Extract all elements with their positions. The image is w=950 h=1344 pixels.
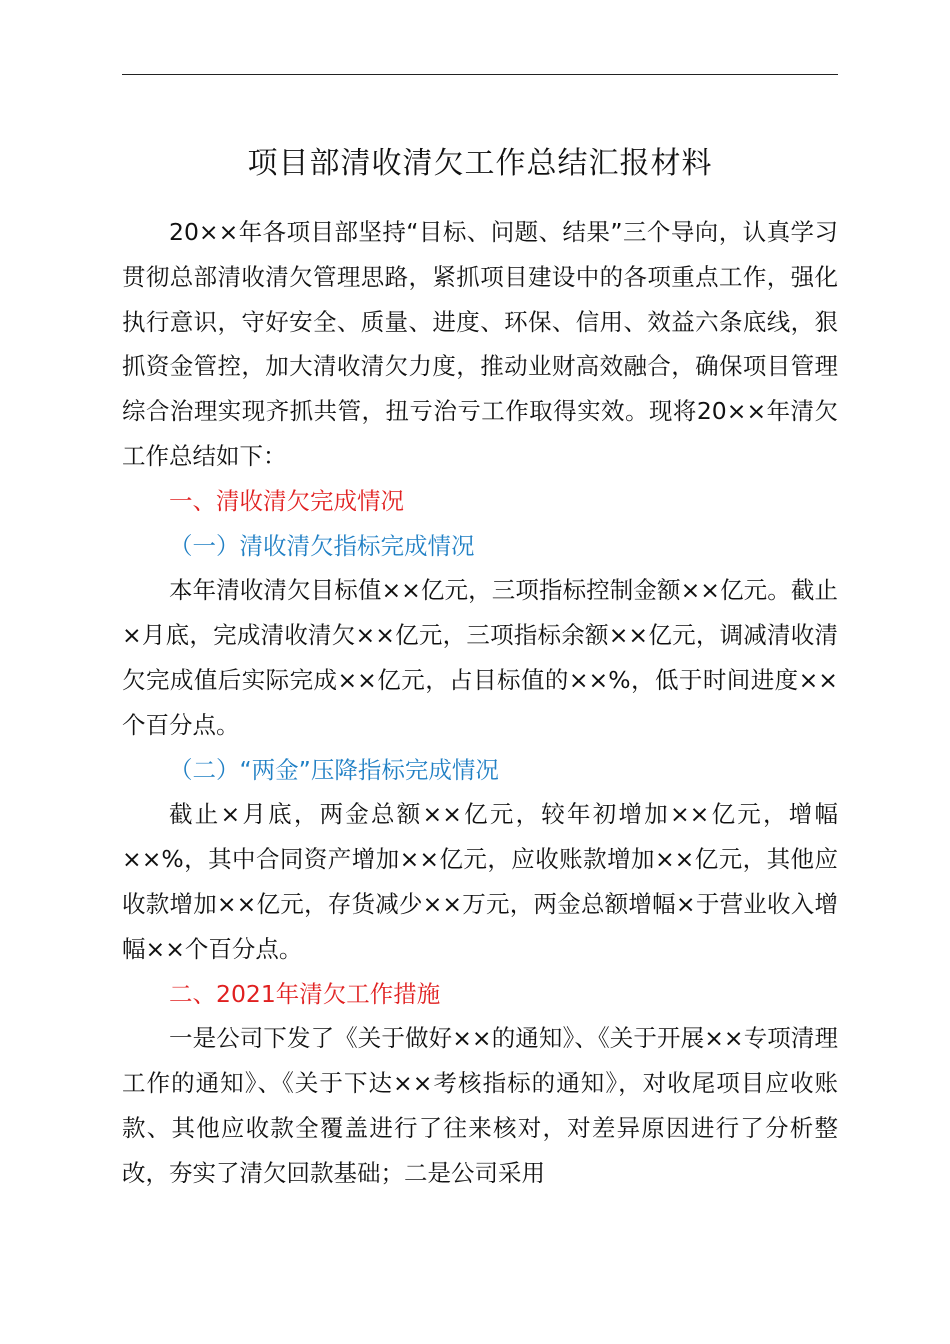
document-body [122,138,838,1196]
document-title: 项目部清收清欠工作总结汇报材料 [247,146,713,181]
header-rule [122,74,838,75]
indicators-paragraph: 本年清收清欠目标值××亿元，三项指标控制金额××亿元。截止×月底，完成清收清欠××亿元，三项指标余额××亿元，调减清收清欠完成值后实际完成××亿元，占目标值的××%，低于时间进度××个百分点。 [122,576,838,739]
subsection-heading-two-funds: （二）“两金”压降指标完成情况 [169,755,499,784]
subsection-heading-indicators: （一）清收清欠指标完成情况 [169,531,475,560]
section-heading-completion: 一、清收清欠完成情况 [169,486,404,515]
intro-paragraph: 20××年各项目部坚持“目标、问题、结果”三个导向，认真学习贯彻总部清收清欠管理思路，紧抓项目建设中的各项重点工作，强化执行意识，守好安全、质量、进度、环保、信用、效益六条底线，狠抓资金管控，加大清收清欠力度，推动业财高效融合，确保项目管理综合治理实现齐抓共管，扭亏治亏工作取得实效。现将20××年清欠工作总结如下： [122,218,838,470]
section-heading-measures: 二、2021年清欠工作措施 [169,979,441,1008]
two-funds-paragraph: 截止×月底，两金总额××亿元，较年初增加××亿元，增幅××%，其中合同资产增加××亿元，应收账款增加××亿元，其他应收款增加××亿元，存货减少××万元，两金总额增幅×于营业收入增幅××个百分点。 [122,800,838,963]
measures-paragraph: 一是公司下发了《关于做好××的通知》、《关于开展××专项清理工作的通知》、《关于下达××考核指标的通知》，对收尾项目应收账款、其他应收款全覆盖进行了往来核对，对差异原因进行了分析整改，夯实了清欠回款基础；二是公司采用 [122,1024,838,1187]
